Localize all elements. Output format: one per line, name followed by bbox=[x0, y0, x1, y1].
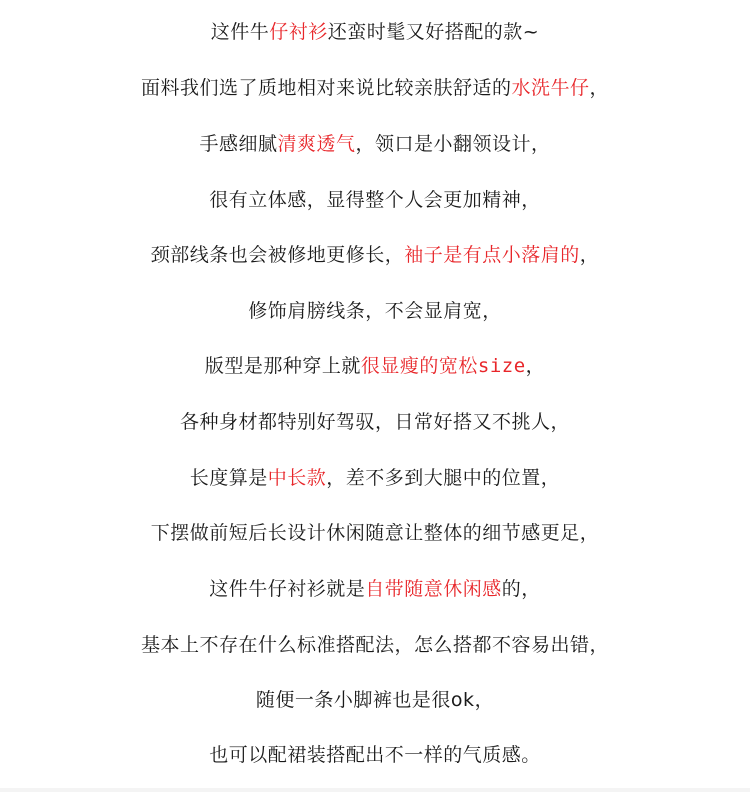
text-segment: ， bbox=[474, 689, 495, 711]
text-line-7 bbox=[0, 354, 750, 378]
text-segment: 下摆做前短后长设计休闲随意让整体的细节感更足， bbox=[150, 522, 600, 544]
text-line-6 bbox=[0, 299, 750, 323]
text-segment: 面料我们选了质地相对来说比较亲肤舒适的 bbox=[140, 77, 512, 99]
text-line-4 bbox=[0, 188, 750, 212]
text-segment: ， bbox=[525, 355, 546, 377]
text-segment: 颈部线条也会被修地更修长， bbox=[150, 244, 405, 266]
text-segment: ，差不多到大腿中的位置， bbox=[326, 467, 561, 489]
text-segment: ， bbox=[589, 77, 610, 99]
text-segment: 随便一条小脚裤也是很 bbox=[255, 689, 451, 711]
text-segment: 手感细腻 bbox=[199, 133, 278, 155]
text-segment: ， bbox=[579, 244, 600, 266]
text-segment: 修饰肩膀线条，不会显肩宽， bbox=[248, 300, 502, 322]
highlight-washed-denim: 水洗牛仔 bbox=[511, 77, 590, 99]
text-line-11 bbox=[0, 577, 750, 601]
highlight-breathable: 清爽透气 bbox=[277, 133, 356, 155]
highlight-size: size bbox=[477, 355, 526, 377]
text-segment: 还蛮时髦又好搭配的款~ bbox=[327, 21, 540, 43]
text-line-8 bbox=[0, 410, 750, 434]
text-segment: 这件牛 bbox=[210, 21, 270, 43]
text-segment: 版型是那种穿上就 bbox=[204, 355, 361, 377]
text-line-14 bbox=[0, 743, 750, 767]
text-segment: 长度算是 bbox=[189, 467, 268, 489]
highlight-mid-length: 中长款 bbox=[267, 467, 327, 489]
text-line-9 bbox=[0, 466, 750, 490]
text-line-2 bbox=[0, 76, 750, 100]
text-line-5 bbox=[0, 243, 750, 267]
text-line-10 bbox=[0, 521, 750, 545]
text-segment: 基本上不存在什么标准搭配法，怎么搭都不容易出错， bbox=[140, 634, 609, 656]
text-line-13 bbox=[0, 688, 750, 712]
text-segment: ok bbox=[450, 689, 475, 711]
highlight-dropped-shoulder: 袖子是有点小落肩的 bbox=[404, 244, 580, 266]
text-segment: 很有立体感，显得整个人会更加精神， bbox=[209, 189, 541, 211]
highlight-denim-shirt: 仔衬衫 bbox=[269, 21, 328, 43]
highlight-casual-feel: 自带随意休闲感 bbox=[365, 578, 502, 600]
text-line-3 bbox=[0, 132, 750, 156]
text-segment: 这件牛仔衬衫就是 bbox=[209, 578, 366, 600]
highlight-loose-fit: 很显瘦的宽松 bbox=[360, 355, 478, 377]
text-segment: 的， bbox=[501, 578, 541, 600]
text-line-1 bbox=[0, 20, 750, 44]
text-line-12 bbox=[0, 633, 750, 657]
bottom-divider bbox=[0, 788, 750, 792]
text-segment: ，领口是小翻领设计， bbox=[355, 133, 551, 155]
text-segment: 也可以配裙装搭配出不一样的气质感。 bbox=[209, 744, 541, 766]
text-segment: 各种身材都特别好驾驭，日常好搭又不挑人， bbox=[179, 411, 570, 433]
